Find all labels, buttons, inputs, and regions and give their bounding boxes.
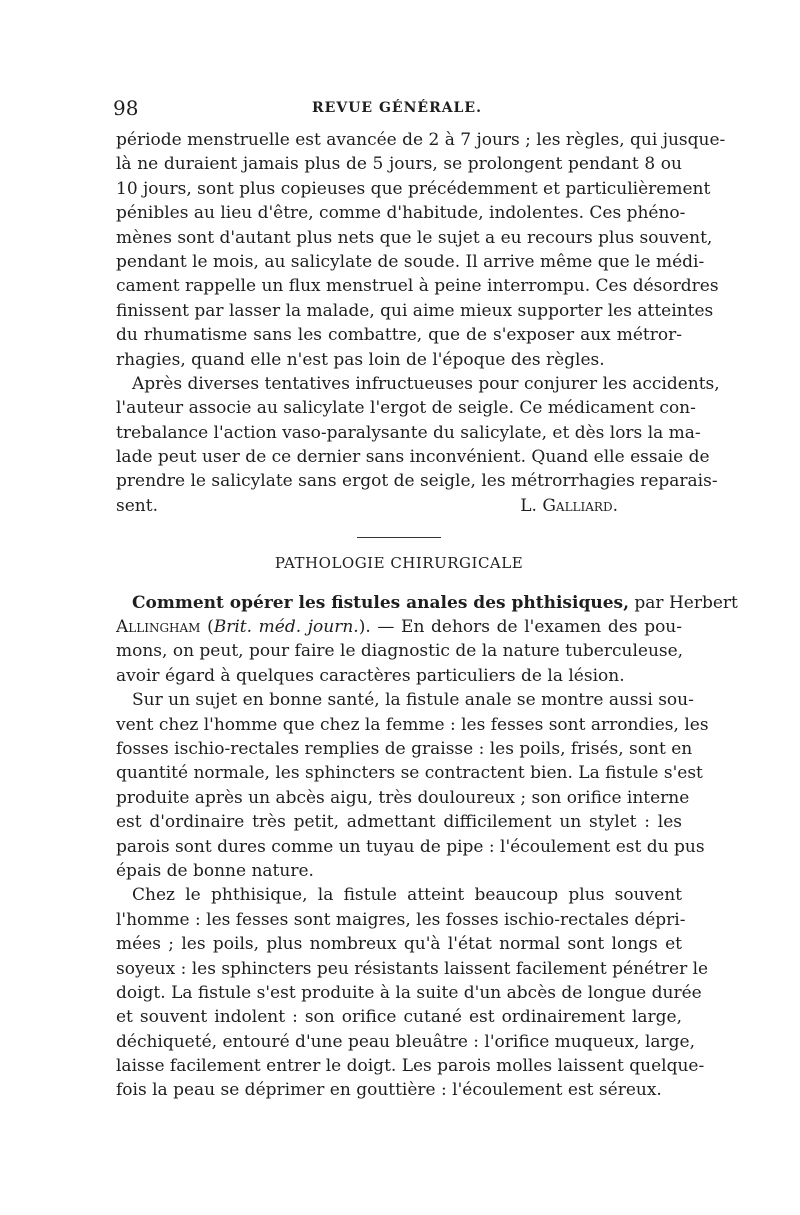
text-line: Chez le phthisique, la fistule atteint beaucoup plus souvent [132,885,682,906]
page-number: 98 [113,96,139,120]
article-intro [116,591,738,689]
text-line: et souvent indolent : son orifice cutané est ordinairement large, [116,1007,682,1028]
paragraph-ergot-treatment [116,372,720,518]
text-line: prendre le salicylate sans ergot de seigle, les métrorrhagies reparais- [116,471,718,492]
paragraph-healthy-subject [116,688,709,883]
text-line: parois sont dures comme un tuyau de pipe : l'écoulement est du pus [116,836,705,857]
text-line: l'auteur associe au salicylate l'ergot de seigle. Ce médicament con- [116,398,696,419]
text-line: cament rappelle un flux menstruel à peine interrompu. Ces désordres [116,276,719,297]
text-line: l'homme : les fesses sont maigres, les fosses ischio-rectales dépri- [116,909,686,930]
article-intro-text: — En dehors de l'examen des pou- [370,617,683,638]
article-citation-line [116,615,682,639]
text-line: mènes sont d'autant plus nets que le sujet a eu recours plus souvent, [116,227,713,248]
text-line: est d'ordinaire très petit, admettant difficilement un stylet : les [116,812,682,833]
text-line: produite après un abcès aigu, très douloureux ; son orifice interne [116,787,690,808]
journal-title: REVUE GÉNÉRALE. [312,100,482,116]
text-line: avoir égard à quelques caractères particuliers de la lésion. [116,665,625,686]
citation-open: ( [207,617,214,638]
text-line: 10 jours, sont plus copieuses que précédemment et particulièrement [116,178,711,199]
author-signature: L. Galliard. [520,495,618,516]
signature-line [116,494,682,518]
text-line: quantité normale, les sphincters se contractent bien. La fistule s'est [116,763,703,784]
paragraph-phthisic-subject [116,883,709,1103]
text-line: épais de bonne nature. [116,860,314,881]
paragraph-menstrual-effects [116,128,726,372]
section-divider [357,537,441,538]
text-line: du rhumatisme sans les combattre, que de s'exposer aux métror- [116,325,682,346]
text-line: fosses ischio-rectales remplies de graisse : les poils, frisés, sont en [116,739,693,759]
text-line: mées ; les poils, plus nombreux qu'à l'état normal sont longs et [116,934,682,955]
text-line: déchiqueté, entouré d'une peau bleuâtre : l'orifice muqueux, large, [116,1031,696,1052]
text-line: pénibles au lieu d'être, comme d'habitude, indolentes. Ces phéno- [116,203,686,224]
text-line: doigt. La fistule s'est produite à la suite d'un abcès de longue durée [116,982,702,1003]
citation-close: ). [358,617,371,638]
article-author: Allingham [116,617,201,638]
running-header [113,95,681,121]
text-line: finissent par lasser la malade, qui aime mieux supporter les atteintes [116,300,714,321]
text-line: soyeux : les sphincters peu résistants laissent facilement pénétrer le [116,958,709,979]
text-line: période menstruelle est avancée de 2 à 7 jours ; les règles, qui jusque- [116,130,726,150]
text-line: pendant le mois, au salicylate de soude. Il arrive même que le médi- [116,251,705,272]
text-line: mons, on peut, pour faire le diagnostic de la nature tuberculeuse, [116,641,684,662]
text-column [116,128,738,1103]
article-by: par Herbert [634,592,738,613]
text-line: Sur un sujet en bonne santé, la fistule anale se montre aussi sou- [132,690,694,711]
text-line: fois la peau se déprimer en gouttière : l'écoulement est séreux. [116,1080,662,1101]
text-line: Après diverses tentatives infructueuses pour conjurer les accidents, [132,373,720,394]
text-line: rhagies, quand elle n'est pas loin de l'époque des règles. [116,349,605,370]
article-source: Brit. méd. journ. [213,617,359,638]
article-title: Comment opérer les fistules anales des phthisiques, [132,592,629,613]
text-line: vent chez l'homme que chez la femme : les fesses sont arrondies, les [116,714,709,735]
text-line: là ne duraient jamais plus de 5 jours, se prolongent pendant 8 ou [116,154,682,175]
text-line: trebalance l'action vaso-paralysante du salicylate, et dès lors la ma- [116,422,701,443]
article-title-line [116,591,738,615]
text-line: lade peut user de ce dernier sans inconvénient. Quand elle essaie de [116,447,710,468]
section-heading: PATHOLOGIE CHIRURGICALE [274,554,524,573]
text-line-end: sent. [116,495,158,516]
text-line: laisse facilement entrer le doigt. Les parois molles laissent quelque- [116,1056,705,1077]
